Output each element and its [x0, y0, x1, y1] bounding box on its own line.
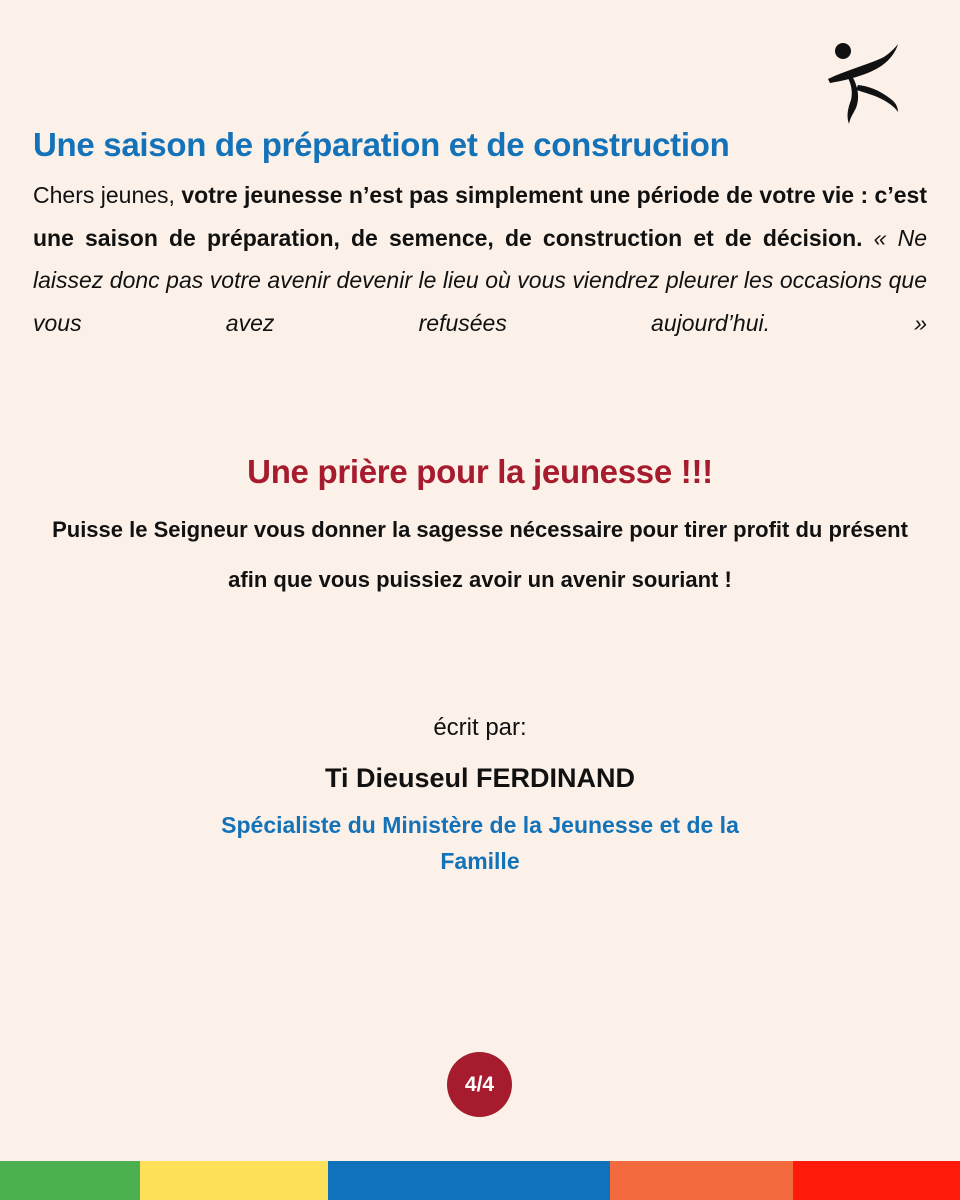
prayer-section — [0, 447, 960, 605]
preparation-paragraph — [33, 174, 927, 344]
prayer-title: Une prière pour la jeunesse !!! — [247, 453, 713, 490]
stripe-yellow — [140, 1161, 328, 1200]
prayer-text: Puisse le Seigneur vous donner la sagesse nécessaire pour tirer profit du présent afin que vous puissiez avoir un avenir souriant ! — [52, 517, 908, 592]
color-stripe — [0, 1161, 960, 1200]
stripe-orange — [610, 1161, 793, 1200]
paragraph-intro: Chers jeunes, — [33, 182, 182, 208]
stripe-blue — [328, 1161, 610, 1200]
author-name: Ti Dieuseul FERDINAND — [324, 763, 636, 793]
section-title: Une saison de préparation et de construction — [33, 126, 730, 163]
paragraph-emphasis: votre jeunesse n’est pas simplement une période de votre vie : c’est une saison de préparation, de semence, de construction et de décision. — [33, 182, 927, 251]
paragraph-quote: « Ne laissez donc pas votre avenir devenir le lieu où vous viendrez pleurer les occasions que vous avez refusées aujourd’hui. » — [33, 224, 927, 336]
signature-block — [0, 703, 960, 879]
byline-label: écrit par: — [433, 714, 527, 741]
running-figure-logo-icon — [822, 38, 904, 128]
page-indicator-badge: 4/4 — [447, 1052, 512, 1117]
author-role: Spécialiste du Ministère de la Jeunesse et de la Famille — [221, 812, 739, 874]
stripe-red — [793, 1161, 960, 1200]
stripe-green — [0, 1161, 140, 1200]
preparation-section — [33, 122, 927, 344]
